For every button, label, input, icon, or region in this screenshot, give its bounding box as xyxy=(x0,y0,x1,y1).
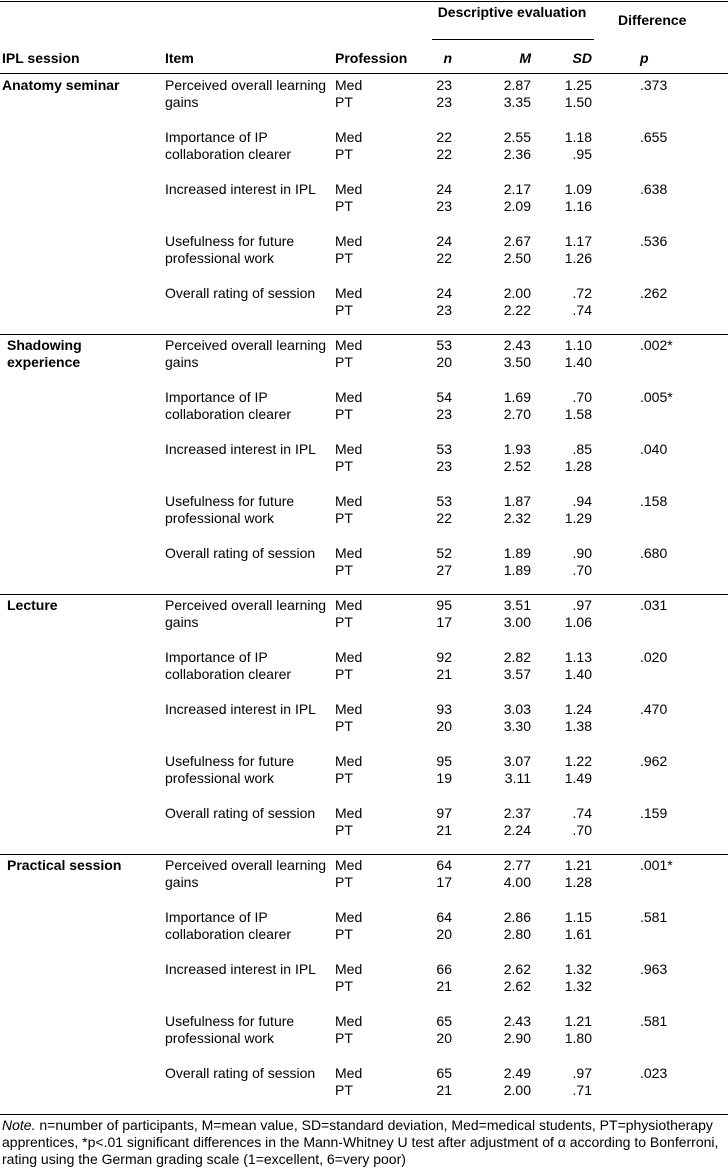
cell-p-value: .581 xyxy=(640,909,668,925)
cell-p-value: .262 xyxy=(640,285,668,301)
cell-m-med: 2.17 xyxy=(503,181,531,197)
cell-m-med: 2.67 xyxy=(503,233,531,249)
item-label: Overall rating of session xyxy=(165,545,316,561)
cell-n-pt: 27 xyxy=(436,562,452,578)
cell-sd-pt: .70 xyxy=(572,562,592,578)
cell-p-value: .040 xyxy=(640,441,668,457)
session-divider xyxy=(0,334,728,335)
profession-pt: PT xyxy=(335,198,353,214)
cell-m-med: 2.55 xyxy=(503,129,531,145)
cell-n-pt: 20 xyxy=(436,718,452,734)
profession-med: Med xyxy=(335,753,363,769)
cell-sd-med: 1.15 xyxy=(564,909,592,925)
cell-p-value: .536 xyxy=(640,233,668,249)
cell-n-med: 23 xyxy=(436,77,452,93)
col-header-session: IPL session xyxy=(2,50,80,66)
profession-med: Med xyxy=(335,649,363,665)
cell-sd-med: 1.21 xyxy=(564,857,592,873)
cell-n-med: 64 xyxy=(436,909,452,925)
session-divider xyxy=(0,854,728,855)
note-text: n=number of participants, M=mean value, SD=standard deviation, Med=medical students, PT=physiotherapy apprentices, *p<.01 significant differences in the Mann-Whitney U test after adjustment of α according to Bonferroni, rating using the German grading scale (1=excellent, 6=very poor) xyxy=(2,1117,719,1167)
cell-n-pt: 17 xyxy=(436,874,452,890)
cell-n-pt: 21 xyxy=(436,822,452,838)
profession-pt: PT xyxy=(335,874,353,890)
cell-n-pt: 20 xyxy=(436,926,452,942)
cell-m-pt: 3.57 xyxy=(503,666,531,682)
cell-m-med: 1.89 xyxy=(503,545,531,561)
profession-pt: PT xyxy=(335,562,353,578)
col-header-p: p xyxy=(640,50,649,66)
cell-p-value: .158 xyxy=(640,493,668,509)
cell-sd-med: 1.17 xyxy=(564,233,592,249)
profession-med: Med xyxy=(335,1013,363,1029)
profession-pt: PT xyxy=(335,822,353,838)
profession-med: Med xyxy=(335,441,363,457)
cell-m-pt: 2.52 xyxy=(503,458,531,474)
cell-m-pt: 4.00 xyxy=(503,874,531,890)
cell-n-pt: 17 xyxy=(436,614,452,630)
item-label: Overall rating of session xyxy=(165,1065,316,1081)
profession-pt: PT xyxy=(335,770,353,786)
cell-n-med: 24 xyxy=(436,233,452,249)
item-label: Overall rating of session xyxy=(165,805,316,821)
cell-sd-pt: 1.28 xyxy=(564,458,592,474)
table-bottom-rule xyxy=(0,1114,728,1115)
col-header-m: M xyxy=(519,50,531,66)
header-difference: Difference xyxy=(618,12,687,28)
cell-n-med: 52 xyxy=(436,545,452,561)
profession-pt: PT xyxy=(335,718,353,734)
session-name: Lecture xyxy=(7,597,58,613)
profession-med: Med xyxy=(335,337,363,353)
profession-med: Med xyxy=(335,389,363,405)
profession-med: Med xyxy=(335,909,363,925)
cell-sd-med: .85 xyxy=(572,441,592,457)
cell-sd-pt: 1.29 xyxy=(564,510,592,526)
item-label: Increased interest in IPL xyxy=(165,181,316,197)
cell-m-med: 2.49 xyxy=(503,1065,531,1081)
cell-sd-med: .74 xyxy=(572,805,592,821)
profession-pt: PT xyxy=(335,302,353,318)
cell-m-med: 2.37 xyxy=(503,805,531,821)
cell-n-med: 64 xyxy=(436,857,452,873)
profession-pt: PT xyxy=(335,978,353,994)
cell-m-med: 2.87 xyxy=(503,77,531,93)
cell-p-value: .680 xyxy=(640,545,668,561)
cell-sd-med: .70 xyxy=(572,389,592,405)
cell-m-med: 1.93 xyxy=(503,441,531,457)
profession-pt: PT xyxy=(335,250,353,266)
cell-n-med: 53 xyxy=(436,493,452,509)
item-label: Importance of IP collaboration clearer xyxy=(165,129,292,162)
cell-sd-med: 1.24 xyxy=(564,701,592,717)
profession-med: Med xyxy=(335,597,363,613)
cell-n-med: 65 xyxy=(436,1065,452,1081)
cell-n-med: 93 xyxy=(436,701,452,717)
profession-pt: PT xyxy=(335,458,353,474)
cell-n-pt: 23 xyxy=(436,302,452,318)
cell-m-pt: 3.35 xyxy=(503,94,531,110)
cell-m-med: 2.43 xyxy=(503,1013,531,1029)
cell-sd-pt: 1.40 xyxy=(564,666,592,682)
cell-m-med: 2.86 xyxy=(503,909,531,925)
cell-m-pt: 2.22 xyxy=(503,302,531,318)
item-label: Usefulness for future professional work xyxy=(165,753,295,786)
header-bottom-rule xyxy=(0,73,728,74)
cell-p-value: .001* xyxy=(640,857,673,873)
profession-med: Med xyxy=(335,493,363,509)
cell-m-med: 3.07 xyxy=(503,753,531,769)
cell-sd-pt: 1.80 xyxy=(564,1030,592,1046)
profession-med: Med xyxy=(335,805,363,821)
cell-sd-med: 1.18 xyxy=(564,129,592,145)
cell-sd-med: 1.25 xyxy=(564,77,592,93)
cell-sd-pt: 1.06 xyxy=(564,614,592,630)
cell-p-value: .005* xyxy=(640,389,673,405)
item-label: Usefulness for future professional work xyxy=(165,233,295,266)
profession-pt: PT xyxy=(335,1082,353,1098)
cell-sd-pt: 1.40 xyxy=(564,354,592,370)
item-label: Increased interest in IPL xyxy=(165,961,316,977)
cell-sd-med: .97 xyxy=(572,1065,592,1081)
cell-m-pt: 3.50 xyxy=(503,354,531,370)
profession-pt: PT xyxy=(335,354,353,370)
cell-n-pt: 20 xyxy=(436,354,452,370)
cell-n-med: 95 xyxy=(436,597,452,613)
item-label: Importance of IP collaboration clearer xyxy=(165,909,292,942)
cell-m-pt: 2.00 xyxy=(503,1082,531,1098)
cell-sd-pt: .71 xyxy=(572,1082,592,1098)
cell-n-med: 54 xyxy=(436,389,452,405)
cell-p-value: .031 xyxy=(640,597,668,613)
cell-sd-pt: 1.32 xyxy=(564,978,592,994)
cell-m-pt: 2.80 xyxy=(503,926,531,942)
header-group-rule xyxy=(432,39,594,40)
item-label: Overall rating of session xyxy=(165,285,316,301)
cell-sd-pt: 1.61 xyxy=(564,926,592,942)
profession-med: Med xyxy=(335,181,363,197)
cell-m-pt: 2.70 xyxy=(503,406,531,422)
cell-m-med: 3.03 xyxy=(503,701,531,717)
cell-sd-med: 1.32 xyxy=(564,961,592,977)
session-name: Shadowing experience xyxy=(7,337,82,370)
cell-n-pt: 20 xyxy=(436,1030,452,1046)
item-label: Importance of IP collaboration clearer xyxy=(165,389,292,422)
cell-sd-med: 1.10 xyxy=(564,337,592,353)
profession-med: Med xyxy=(335,961,363,977)
profession-pt: PT xyxy=(335,406,353,422)
session-divider xyxy=(0,594,728,595)
cell-m-pt: 3.11 xyxy=(504,770,531,786)
cell-n-pt: 19 xyxy=(436,770,452,786)
top-rule xyxy=(0,1,728,2)
profession-pt: PT xyxy=(335,666,353,682)
cell-sd-med: .72 xyxy=(572,285,592,301)
cell-n-pt: 22 xyxy=(436,250,452,266)
cell-n-pt: 23 xyxy=(436,458,452,474)
cell-m-med: 2.43 xyxy=(503,337,531,353)
session-name: Anatomy seminar xyxy=(2,77,120,93)
profession-med: Med xyxy=(335,285,363,301)
cell-n-pt: 22 xyxy=(436,510,452,526)
cell-sd-med: 1.21 xyxy=(564,1013,592,1029)
cell-sd-med: .90 xyxy=(572,545,592,561)
cell-n-med: 24 xyxy=(436,285,452,301)
cell-p-value: .962 xyxy=(640,753,668,769)
profession-med: Med xyxy=(335,77,363,93)
cell-p-value: .020 xyxy=(640,649,668,665)
cell-m-pt: 1.89 xyxy=(503,562,531,578)
profession-pt: PT xyxy=(335,94,353,110)
cell-sd-pt: 1.16 xyxy=(564,198,592,214)
cell-m-pt: 2.24 xyxy=(503,822,531,838)
cell-n-med: 95 xyxy=(436,753,452,769)
profession-pt: PT xyxy=(335,614,353,630)
header-descriptive-evaluation: Descriptive evaluation xyxy=(437,4,587,20)
cell-p-value: .373 xyxy=(640,77,668,93)
cell-sd-pt: .95 xyxy=(572,146,592,162)
item-label: Usefulness for future professional work xyxy=(165,493,295,526)
cell-m-pt: 2.62 xyxy=(503,978,531,994)
session-name: Practical session xyxy=(7,857,122,873)
cell-n-pt: 23 xyxy=(436,94,452,110)
cell-m-med: 3.51 xyxy=(503,597,531,613)
profession-med: Med xyxy=(335,233,363,249)
cell-n-pt: 23 xyxy=(436,406,452,422)
cell-m-pt: 2.36 xyxy=(503,146,531,162)
cell-p-value: .638 xyxy=(640,181,668,197)
item-label: Perceived overall learning gains xyxy=(165,857,327,890)
cell-n-med: 53 xyxy=(436,337,452,353)
item-label: Perceived overall learning gains xyxy=(165,337,327,370)
cell-n-pt: 23 xyxy=(436,198,452,214)
cell-sd-pt: .74 xyxy=(572,302,592,318)
profession-med: Med xyxy=(335,857,363,873)
profession-med: Med xyxy=(335,129,363,145)
table-note xyxy=(2,1117,726,1168)
cell-p-value: .023 xyxy=(640,1065,668,1081)
profession-med: Med xyxy=(335,701,363,717)
cell-m-pt: 2.09 xyxy=(503,198,531,214)
profession-med: Med xyxy=(335,1065,363,1081)
cell-p-value: .470 xyxy=(640,701,668,717)
profession-pt: PT xyxy=(335,510,353,526)
cell-sd-pt: 1.26 xyxy=(564,250,592,266)
cell-n-med: 53 xyxy=(436,441,452,457)
cell-n-pt: 21 xyxy=(436,1082,452,1098)
col-header-item: Item xyxy=(165,50,194,66)
cell-p-value: .159 xyxy=(640,805,668,821)
cell-sd-pt: 1.49 xyxy=(564,770,592,786)
profession-med: Med xyxy=(335,545,363,561)
cell-m-pt: 3.30 xyxy=(503,718,531,734)
col-header-profession: Profession xyxy=(335,50,408,66)
cell-m-med: 1.87 xyxy=(503,493,531,509)
cell-sd-med: .97 xyxy=(572,597,592,613)
cell-sd-pt: 1.38 xyxy=(564,718,592,734)
cell-m-med: 2.82 xyxy=(503,649,531,665)
cell-n-med: 22 xyxy=(436,129,452,145)
note-label: Note. xyxy=(2,1117,36,1133)
cell-sd-med: 1.22 xyxy=(564,753,592,769)
cell-p-value: .963 xyxy=(640,961,668,977)
col-header-n: n xyxy=(443,50,452,66)
cell-p-value: .655 xyxy=(640,129,668,145)
cell-sd-med: 1.13 xyxy=(564,649,592,665)
cell-n-med: 66 xyxy=(436,961,452,977)
profession-pt: PT xyxy=(335,1030,353,1046)
cell-m-med: 1.69 xyxy=(503,389,531,405)
cell-m-med: 2.62 xyxy=(503,961,531,977)
cell-m-med: 2.00 xyxy=(503,285,531,301)
profession-pt: PT xyxy=(335,926,353,942)
col-header-sd: SD xyxy=(572,50,592,66)
cell-p-value: .002* xyxy=(640,337,673,353)
cell-n-pt: 22 xyxy=(436,146,452,162)
item-label: Importance of IP collaboration clearer xyxy=(165,649,292,682)
item-label: Increased interest in IPL xyxy=(165,701,316,717)
cell-sd-med: 1.09 xyxy=(564,181,592,197)
cell-m-pt: 3.00 xyxy=(503,614,531,630)
cell-m-pt: 2.50 xyxy=(503,250,531,266)
cell-p-value: .581 xyxy=(640,1013,668,1029)
profession-pt: PT xyxy=(335,146,353,162)
item-label: Perceived overall learning gains xyxy=(165,77,327,110)
cell-n-med: 65 xyxy=(436,1013,452,1029)
cell-n-med: 97 xyxy=(436,805,452,821)
cell-sd-pt: 1.28 xyxy=(564,874,592,890)
item-label: Increased interest in IPL xyxy=(165,441,316,457)
item-label: Perceived overall learning gains xyxy=(165,597,327,630)
cell-m-med: 2.77 xyxy=(503,857,531,873)
cell-sd-pt: 1.58 xyxy=(564,406,592,422)
cell-n-pt: 21 xyxy=(436,978,452,994)
cell-m-pt: 2.32 xyxy=(503,510,531,526)
cell-sd-pt: 1.50 xyxy=(564,94,592,110)
cell-sd-med: .94 xyxy=(572,493,592,509)
cell-n-med: 24 xyxy=(436,181,452,197)
cell-m-pt: 2.90 xyxy=(503,1030,531,1046)
cell-sd-pt: .70 xyxy=(572,822,592,838)
item-label: Usefulness for future professional work xyxy=(165,1013,295,1046)
cell-n-med: 92 xyxy=(436,649,452,665)
cell-n-pt: 21 xyxy=(436,666,452,682)
